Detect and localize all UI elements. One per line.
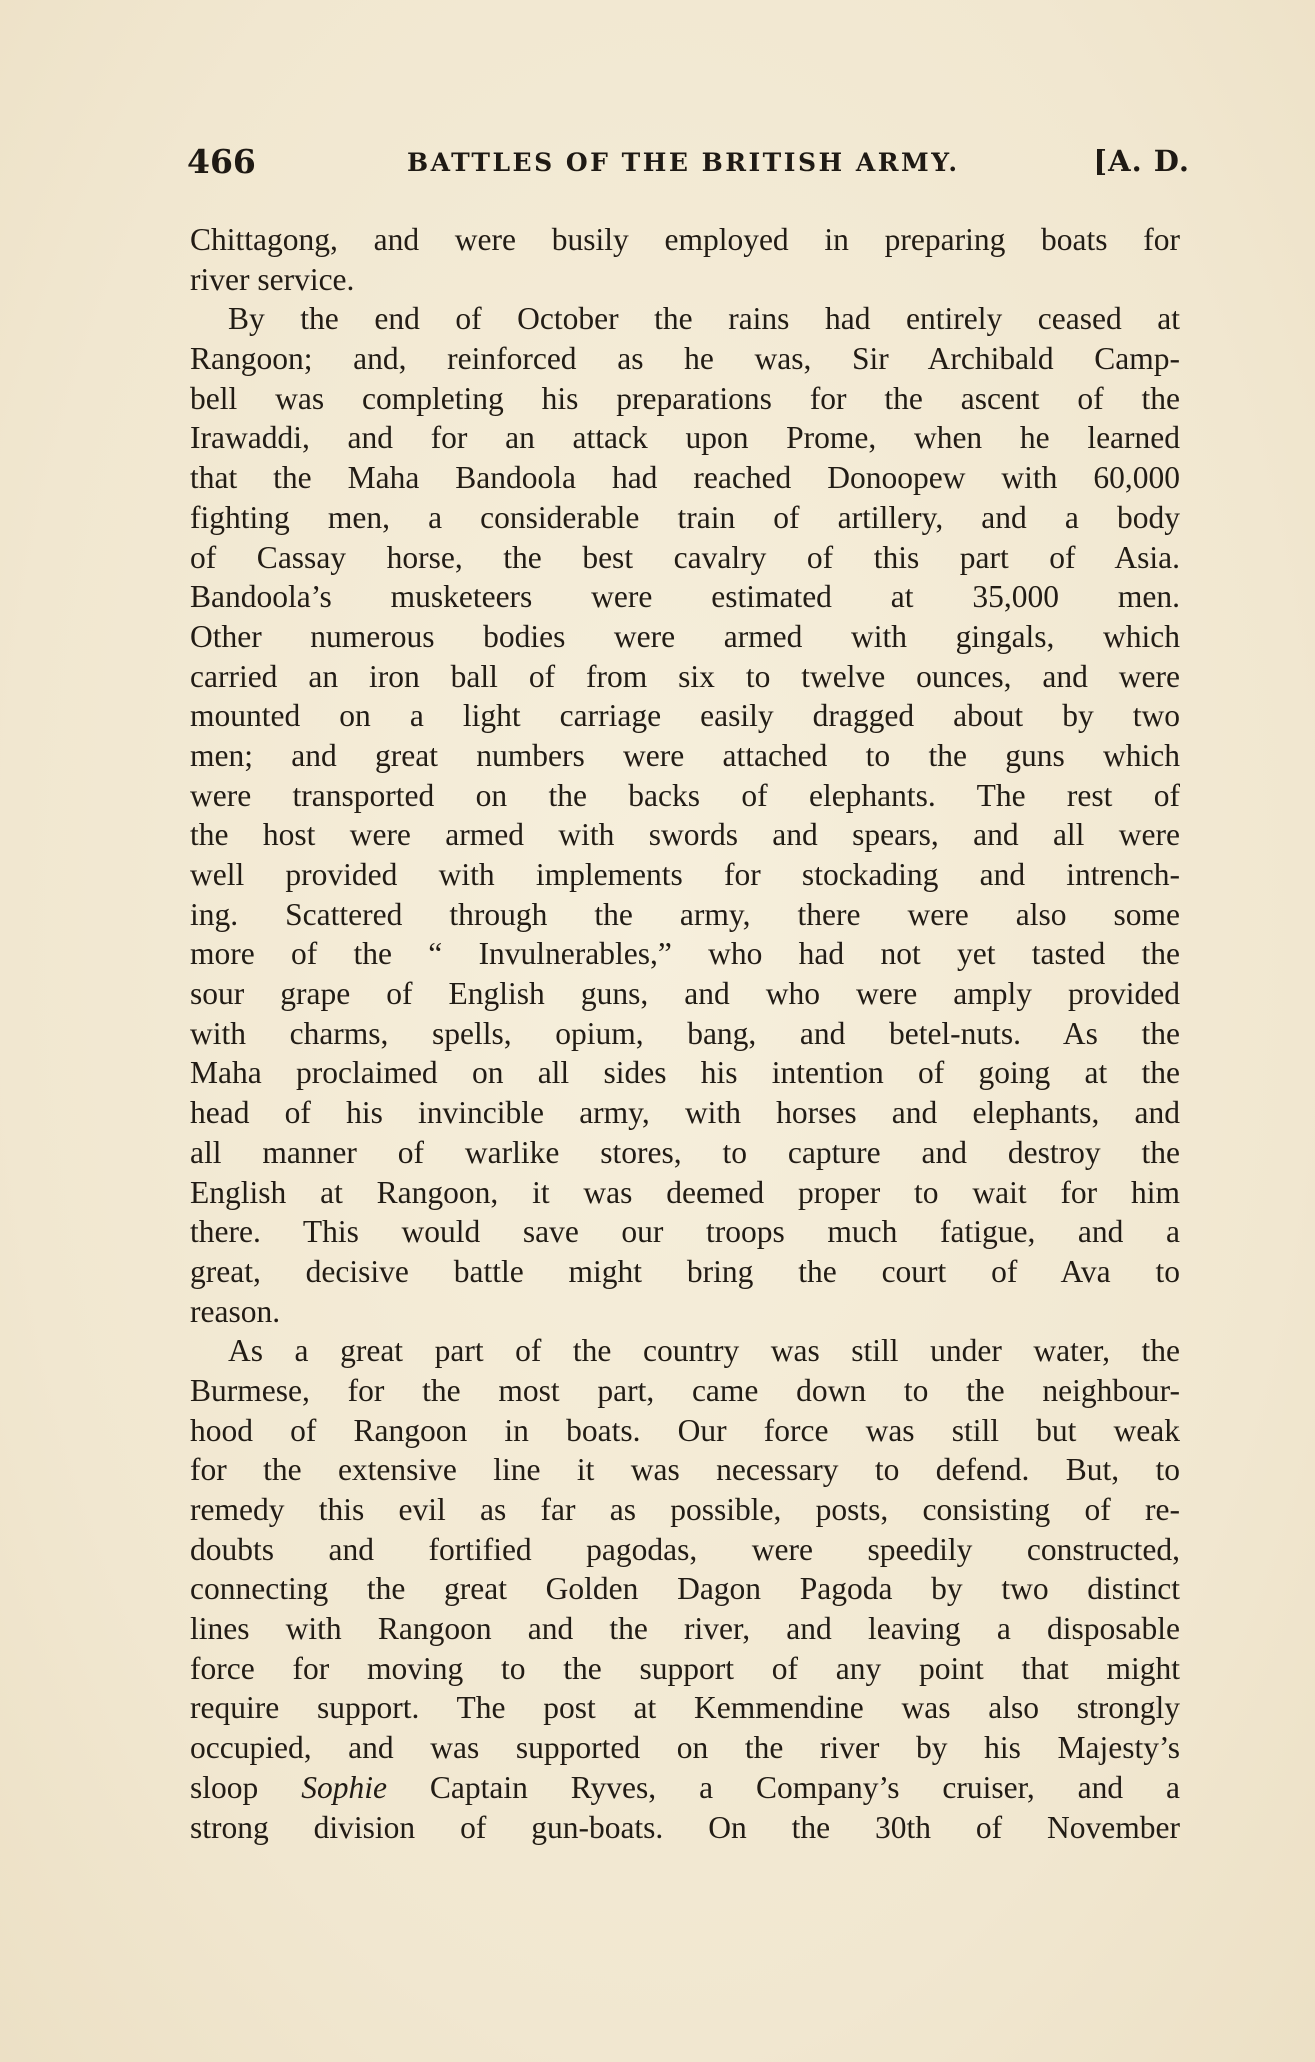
body-text — [190, 220, 1180, 1847]
text-line: mounted on a light carriage easily dragged about by two — [190, 698, 1180, 734]
text-line: were transported on the backs of elephants. The rest of — [190, 777, 1180, 813]
text-line: sour grape of English guns, and who were amply provided — [190, 976, 1180, 1012]
text-line: occupied, and was supported on the river by his Majesty’s — [190, 1730, 1180, 1766]
text-line: with charms, spells, opium, bang, and betel-nuts. As the — [190, 1015, 1180, 1051]
text-line: the host were armed with swords and spears, and all were — [190, 817, 1180, 853]
text-line: require support. The post at Kemmendine was also strongly — [190, 1690, 1180, 1726]
text-line: all manner of warlike stores, to capture and destroy the — [190, 1134, 1180, 1170]
text-line: Chittagong, and were busily employed in preparing boats for — [190, 222, 1180, 257]
paragraph-start-line: By the end of October the rains had entirely ceased at — [228, 301, 1180, 337]
text-line: Maha proclaimed on all sides his intention of going at the — [190, 1055, 1180, 1091]
text-line: force for moving to the support of any point that might — [190, 1650, 1180, 1686]
text-line: head of his invincible army, with horses and elephants, and — [190, 1095, 1180, 1131]
running-head: BATTLES OF THE BRITISH ARMY. — [407, 148, 960, 177]
text-line: there. This would save our troops much fatigue, and a — [190, 1214, 1180, 1250]
text-line: fighting men, a considerable train of artillery, and a body — [190, 499, 1180, 535]
text-line: carried an iron ball of from six to twelve ounces, and were — [190, 658, 1180, 694]
text-line: remedy this evil as far as possible, posts, consisting of re- — [190, 1492, 1180, 1527]
text-line: well provided with implements for stockading and intrench- — [190, 857, 1180, 892]
header-date-marker: [A. D. — [1093, 144, 1190, 178]
text-line: Irawaddi, and for an attack upon Prome, when he learned — [190, 420, 1180, 456]
text-line: more of the “ Invulnerables,” who had not yet tasted the — [190, 936, 1180, 972]
text-line: hood of Rangoon in boats. Our force was still but weak — [190, 1412, 1180, 1448]
text-line: connecting the great Golden Dagon Pagoda by two distinct — [190, 1571, 1180, 1607]
ship-name: Sophie — [301, 1769, 387, 1805]
page-number: 466 — [187, 142, 256, 181]
text-line: ing. Scattered through the army, there were also some — [190, 896, 1180, 932]
text-line: bell was completing his preparations for the ascent of the — [190, 380, 1180, 416]
text-line: Bandoola’s musketeers were estimated at 35,000 men. — [190, 579, 1180, 615]
sloop-word: sloop — [190, 1769, 259, 1805]
text-line: that the Maha Bandoola had reached Donoopew with 60,000 — [190, 460, 1180, 496]
text-line: English at Rangoon, it was deemed proper to wait for him — [190, 1174, 1180, 1210]
page-header — [187, 142, 1190, 188]
text-line: Rangoon; and, reinforced as he was, Sir Archibald Camp- — [190, 341, 1180, 377]
text-line: men; and great numbers were attached to the guns which — [190, 737, 1180, 773]
paragraph-start-line: As a great part of the country was still under water, the — [228, 1333, 1180, 1369]
text-line: doubts and fortified pagodas, were speedily constructed, — [190, 1531, 1180, 1567]
text-line: of Cassay horse, the best cavalry of this part of Asia. — [190, 539, 1180, 575]
text-line: Burmese, for the most part, came down to the neighbour- — [190, 1372, 1180, 1408]
text-line: river service. — [190, 261, 355, 297]
text-line: Other numerous bodies were armed with gingals, which — [190, 618, 1180, 654]
text-line: reason. — [190, 1293, 281, 1329]
text-line-with-ship-name — [190, 1768, 1180, 1808]
text-line: lines with Rangoon and the river, and leaving a disposable — [190, 1611, 1180, 1647]
text-line: strong division of gun-boats. On the 30th of November — [190, 1809, 1180, 1845]
text-fragment: Captain Ryves, a Company’s cruiser, and a — [429, 1769, 1181, 1805]
text-line: for the extensive line it was necessary to defend. But, to — [190, 1452, 1180, 1488]
text-line: great, decisive battle might bring the court of Ava to — [190, 1253, 1180, 1289]
